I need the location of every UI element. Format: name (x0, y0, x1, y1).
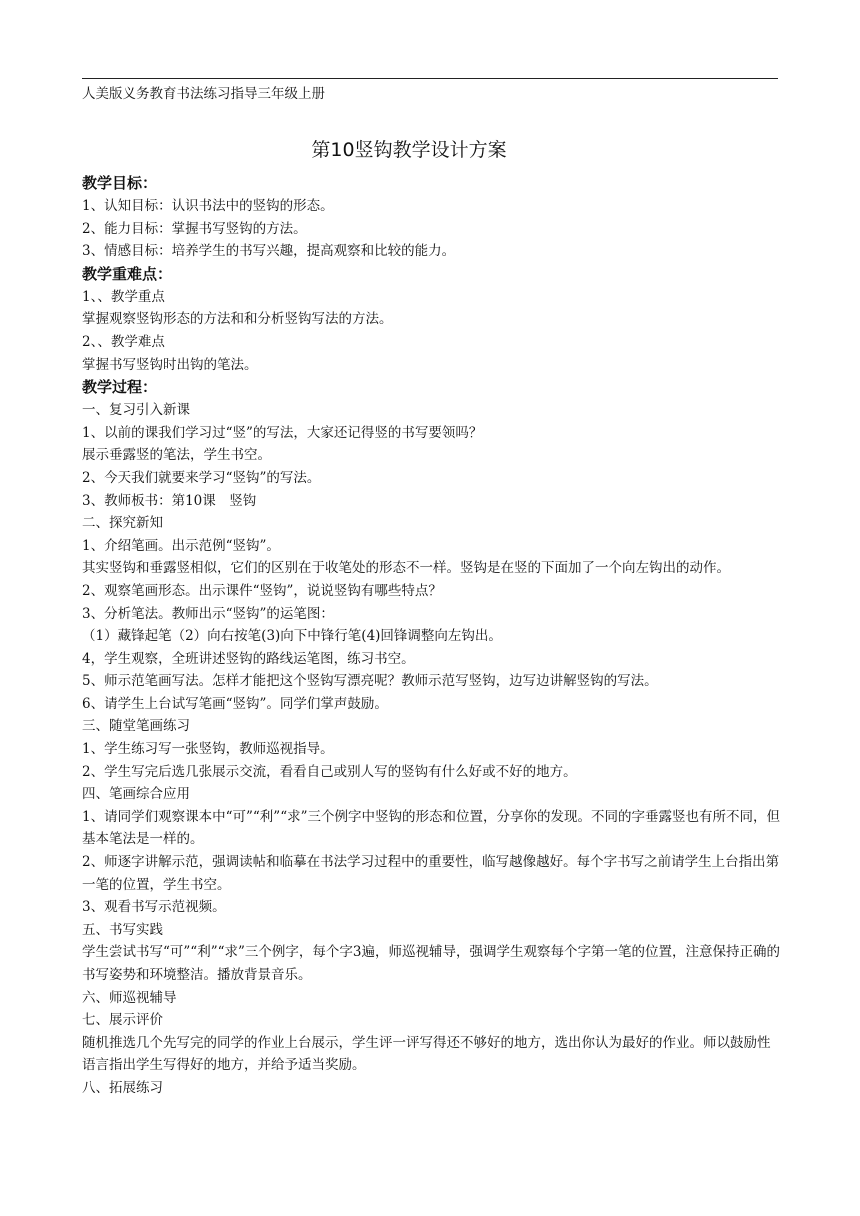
paragraph-line: 掌握观察竖钩形态的方法和和分析竖钩写法的方法。 (82, 311, 393, 328)
paragraph-line: 3、分析笔法。教师出示“竖钩”的运笔图： (82, 605, 334, 622)
paragraph-line: 2、能力目标：掌握书写竖钩的方法。 (82, 220, 307, 237)
section-2 (82, 376, 780, 1099)
header-rule (82, 78, 778, 79)
paragraph-line: 1、介绍笔画。出示范例“竖钩”。 (82, 537, 280, 554)
paragraph-line: 2、学生写完后选几张展示交流，看看自己或别人写的竖钩有什么好或不好的地方。 (82, 763, 577, 780)
paragraph-line: 1、认知目标：认识书法中的竖钩的形态。 (82, 198, 334, 214)
section-heading: 教学重难点： (82, 264, 173, 283)
paragraph-line: 6、请学生上台试写笔画“竖钩”。同学们掌声鼓励。 (82, 695, 388, 712)
header-text: 人美版义务教育书法练习指导三年级上册 (82, 86, 325, 102)
paragraph-line: 学生尝试书写“可”“利”“求”三个例字，每个字3遍，师巡视辅导，强调学生观察每个字第一笔的位置，注意保持正确的书写姿势和环境整洁。播放背景音乐。 (82, 944, 780, 983)
section-1 (82, 263, 780, 376)
section-heading: 教学过程： (82, 378, 158, 397)
paragraph-line: 2、观察笔画形态。出示课件“竖钩”，说说竖钩有哪些特点？ (82, 582, 442, 599)
paragraph-line: 三、随堂笔画练习 (82, 718, 190, 735)
paragraph-line: 八、拓展练习 (82, 1079, 163, 1096)
paragraph-line: 随机推选几个先写完的同学的作业上台展示，学生评一评写得还不够好的地方，选出你认为最好的作业。师以鼓励性语言指出学生写得好的地方，并给予适当奖励。 (82, 1034, 771, 1074)
paragraph-line: 掌握书写竖钩时出钩的笔法。 (82, 356, 258, 373)
section-heading: 教学目标： (82, 174, 158, 192)
paragraph-line: 七、展示评价 (82, 1012, 163, 1029)
document-body (82, 172, 780, 1100)
paragraph-line: 六、师巡视辅导 (82, 989, 177, 1006)
page-title: 第10竖钩教学设计方案 (311, 139, 507, 161)
paragraph-line: 展示垂露竖的笔法，学生书空。 (82, 447, 271, 464)
paragraph-line: 2、、教学难点 (82, 333, 165, 350)
paragraph-line: 五、书写实践 (82, 921, 163, 938)
paragraph-line: 其实竖钩和垂露竖相似，它们的区别在于收笔处的形态不一样。竖钩是在竖的下面加了一个向左钩出的动作。 (82, 560, 730, 577)
paragraph-line: （1）藏锋起笔（2）向右按笔(3)向下中锋行笔(4)回锋调整向左钩出。 (82, 628, 502, 645)
paragraph-line: 一、复习引入新课 (82, 402, 190, 419)
paragraph-line: 1、、教学重点 (82, 288, 165, 305)
paragraph-line: 5、师示范笔画写法。怎样才能把这个竖钩写漂亮呢？教师示范写竖钩，边写边讲解竖钩的写法。 (82, 673, 658, 690)
paragraph-line: 2、师逐字讲解示范，强调读帖和临摹在书法学习过程中的重要性，临写越像越好。每个字书写之前请学生上台指出第一笔的位置，学生书空。 (82, 854, 780, 893)
paragraph-line: 4，学生观察，全班讲述竖钩的路线运笔图，练习书空。 (82, 650, 415, 667)
paragraph-line: 2、今天我们就要来学习“竖钩”的写法。 (82, 469, 321, 486)
paragraph-line: 1、请同学们观察课本中“可”“利”“求”三个例字中竖钩的形态和位置，分享你的发现。不同的字垂露竖也有所不同，但基本笔法是一样的。 (82, 808, 780, 848)
section-0 (82, 172, 780, 263)
paragraph-line: 四、笔画综合应用 (82, 786, 190, 803)
paragraph-line: 3、观看书写示范视频。 (82, 899, 226, 916)
paragraph-line: 1、以前的课我们学习过“竖”的写法，大家还记得竖的书写要领吗？ (82, 424, 483, 441)
paragraph-line: 1、学生练习写一张竖钩，教师巡视指导。 (82, 741, 334, 758)
paragraph-line: 二、探究新知 (82, 515, 163, 532)
paragraph-line: 3、情感目标：培养学生的书写兴趣，提高观察和比较的能力。 (82, 243, 456, 260)
paragraph-line: 3、教师板书：第10课 竖钩 (82, 492, 257, 509)
